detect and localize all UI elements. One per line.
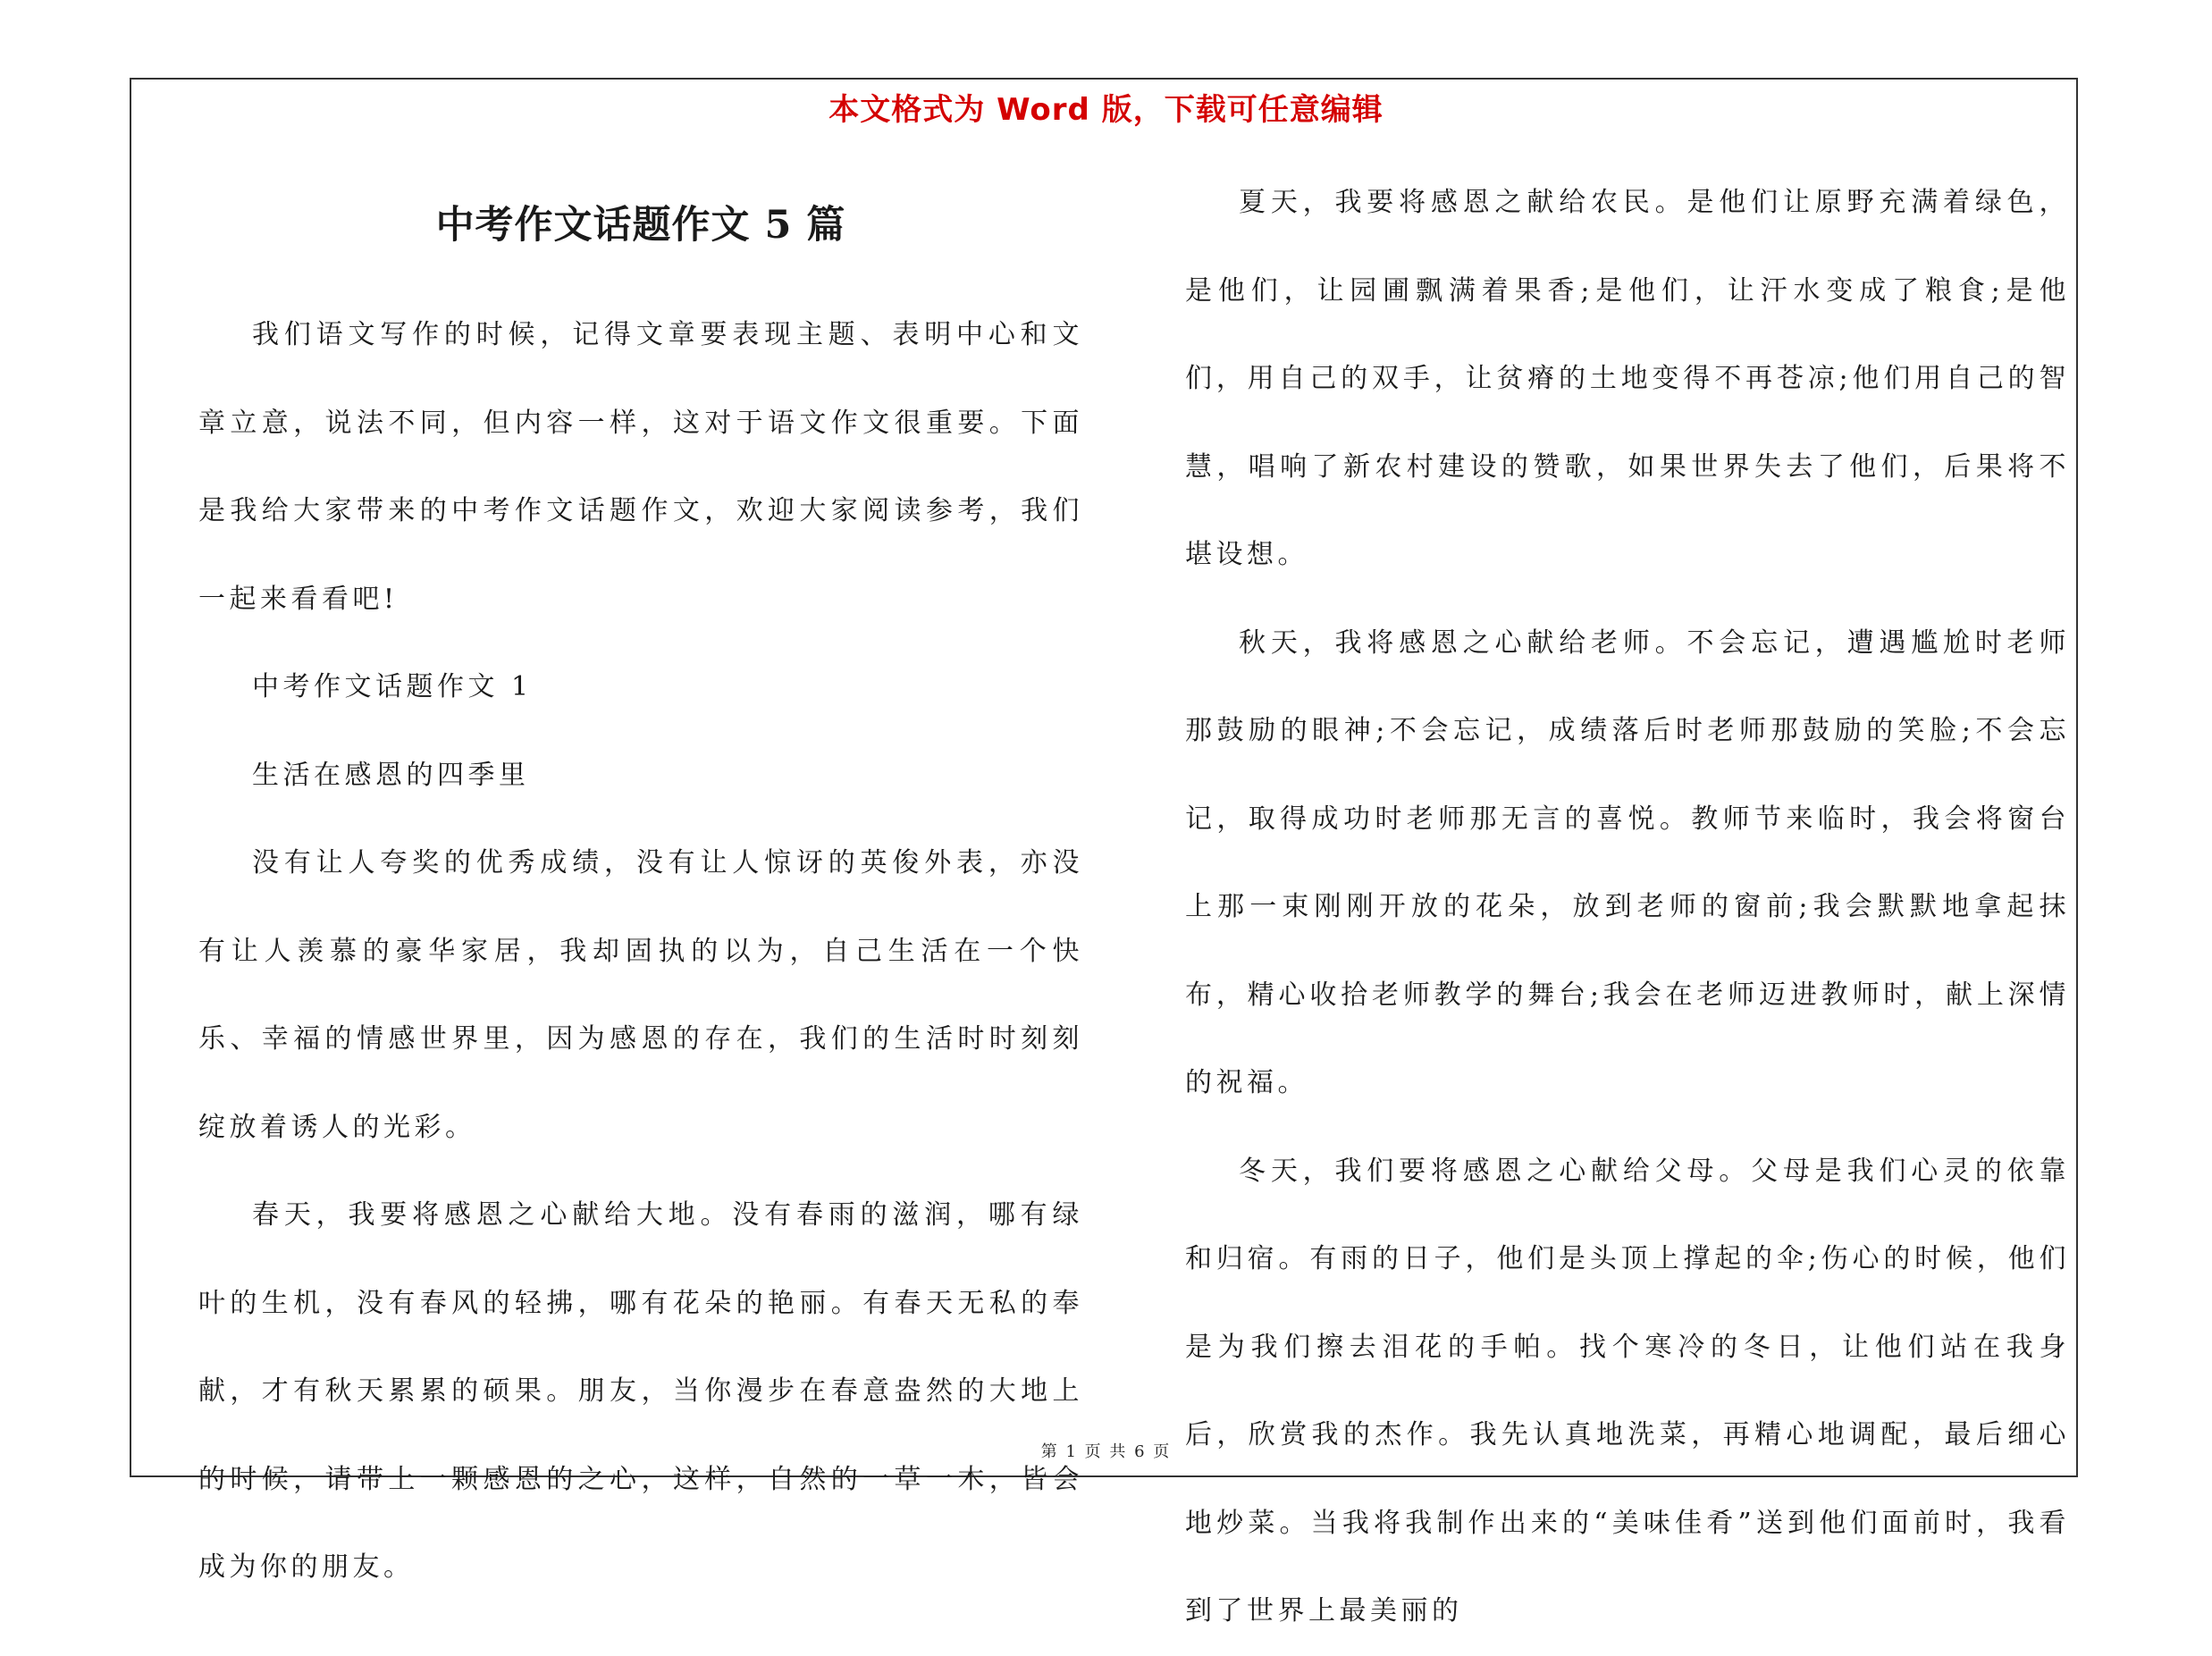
document-title: 中考作文话题作文 5 篇 <box>435 203 846 248</box>
essay-subtitle: 生活在感恩的四季里 <box>252 759 530 791</box>
body-paragraph: 秋天，我将感恩之心献给老师。不会忘记，遭遇尴尬时老师那鼓励的眼神;不会忘记，成绩落后时老师那鼓励的笑脸;不会忘记，取得成功时老师那无言的喜悦。教师节来临时，我会将窗台上那一束刚刚开放的花朵，放到老师的窗前;我会默默地拿起抹布，精心收拾老师教学的舞台;我会在老师迈进教师时，献上深情的祝福。 <box>1185 626 2070 1098</box>
essay-heading: 中考作文话题作文 1 <box>252 671 533 702</box>
body-paragraph: 冬天，我们要将感恩之心献给父母。父母是我们心灵的依靠和归宿。有雨的日子，他们是头顶上撑起的伞;伤心的时候，他们是为我们擦去泪花的手帕。找个寒冷的冬日，让他们站在我身后，欣赏我的杰作。我先认真地洗菜，再精心地调配，最后细心地炒菜。当我将我制作出来的“美味佳肴”送到他们面前时，我看到了世界上最美丽的 <box>1185 1155 2070 1627</box>
intro-paragraph: 我们语文写作的时候，记得文章要表现主题、表明中心和文章立意，说法不同，但内容一样，这对于语文作文很重要。下面是我给大家带来的中考作文话题作文，欢迎大家阅读参考，我们一起来看看吧! <box>198 319 1083 615</box>
right-column <box>1185 159 2070 1656</box>
body-paragraph: 春天，我要将感恩之心献给大地。没有春雨的滋润，哪有绿叶的生机，没有春风的轻拂，哪有花朵的艳丽。有春天无私的奉献，才有秋天累累的硕果。朋友，当你漫步在春意盎然的大地上的时候，请带上一颗感恩的之心，这样，自然的一草一木，皆会成为你的朋友。 <box>198 1199 1083 1583</box>
body-paragraph: 没有让人夸奖的优秀成绩，没有让人惊讶的英俊外表，亦没有让人羡慕的豪华家居，我却固执的以为，自己生活在一个快乐、幸福的情感世界里，因为感恩的存在，我们的生活时时刻刻绽放着诱人的光彩。 <box>198 847 1083 1143</box>
format-notice-banner: 本文格式为 Word 版，下载可任意编辑 <box>828 92 1384 128</box>
left-column <box>198 291 1083 1612</box>
page-number-footer: 第 1 页 共 6 页 <box>1040 1442 1172 1461</box>
body-paragraph: 夏天，我要将感恩之献给农民。是他们让原野充满着绿色，是他们，让园圃飘满着果香;是他们，让汗水变成了粮食;是他们，用自己的双手，让贫瘠的土地变得不再苍凉;他们用自己的智慧，唱响了新农村建设的赞歌，如果世界失去了他们，后果将不堪设想。 <box>1185 187 2070 570</box>
